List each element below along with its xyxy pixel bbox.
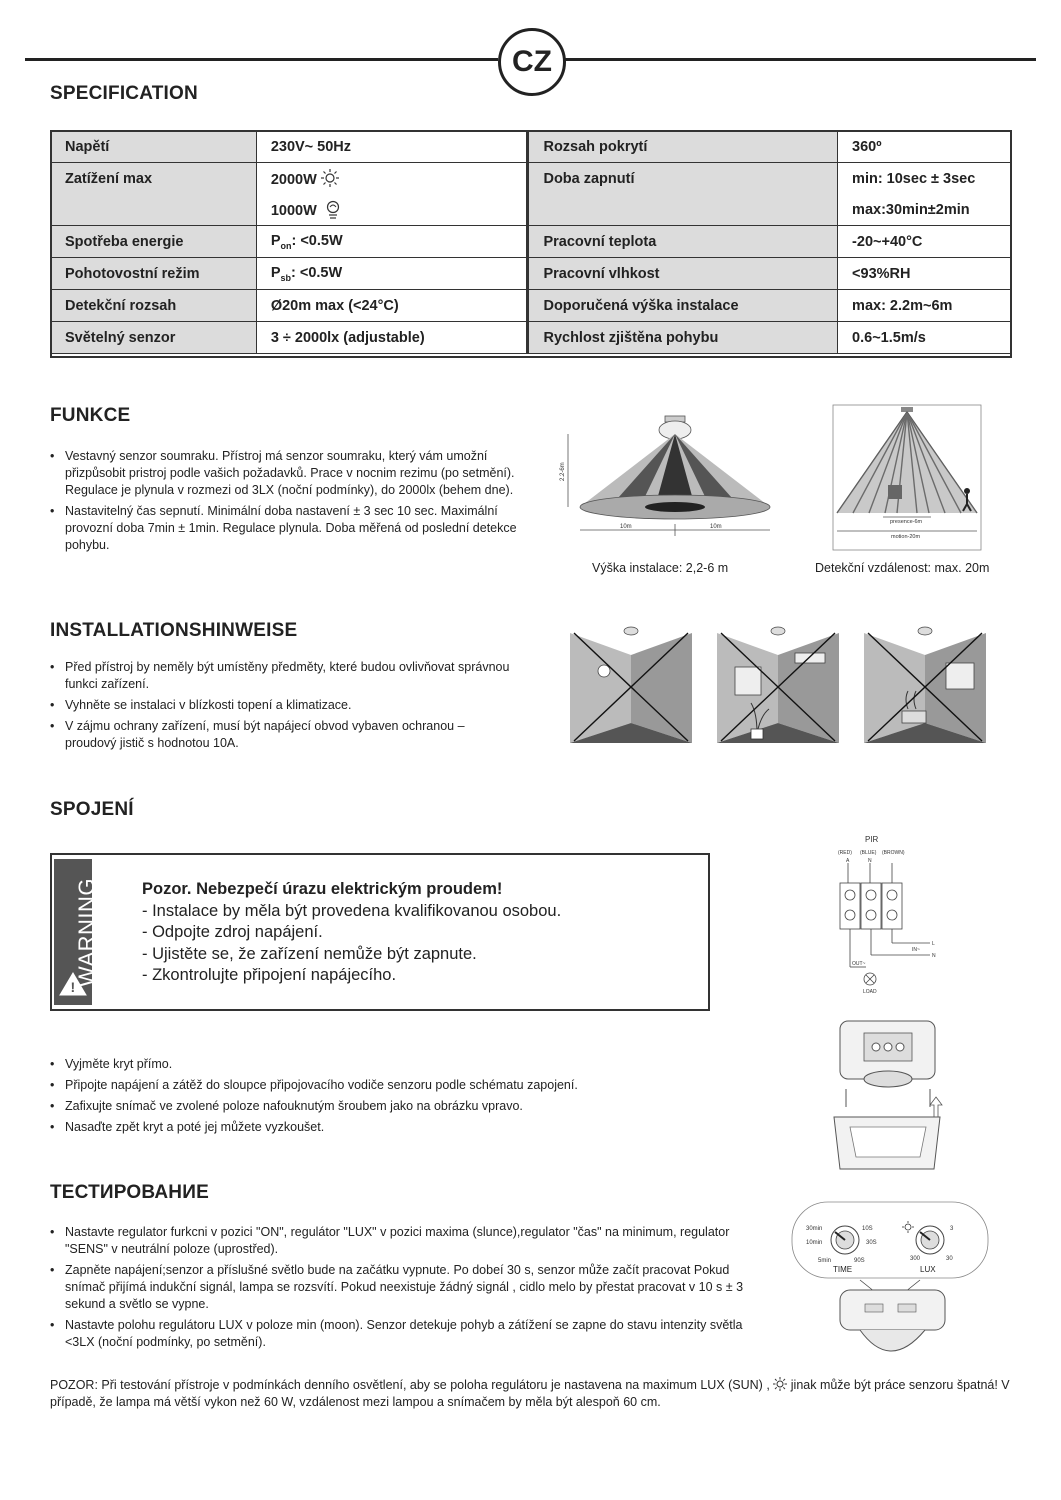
spec-value: max:30min±2min <box>838 194 1012 226</box>
specification-title: SPECIFICATION <box>50 83 198 104</box>
testing-list <box>50 1224 755 1355</box>
spec-value: : <0.5W <box>291 264 343 281</box>
wire-in-label: IN~ <box>912 947 920 953</box>
table-row <box>51 322 1012 354</box>
installation-title: INSTALLATIONSHINWEISE <box>50 620 298 641</box>
spec-label: Zatížení max <box>51 163 257 226</box>
wire-blue-label: (BLUE) <box>860 850 877 856</box>
wire-brown-label: (BROWN) <box>882 850 905 856</box>
warning-line: - Instalace by měla být provedena kvalifikovanou osobou. <box>142 901 562 920</box>
diagram-right-distance: 10m <box>710 524 722 530</box>
spec-label: Rozsah pokrytí <box>528 131 838 163</box>
spec-value-prefix: P <box>270 232 281 249</box>
wire-red-label: (RED) <box>838 850 852 856</box>
avoid-airflow-illustration <box>717 625 839 743</box>
avoid-heater-illustration <box>864 625 986 743</box>
lux-dial-label: LUX <box>920 1265 936 1274</box>
language-code: CZ <box>512 45 552 78</box>
spec-value: 2000W <box>270 172 317 188</box>
spec-label: Doporučená výška instalace <box>528 290 838 322</box>
header-rule-left <box>25 58 498 61</box>
list-item: • Zafixujte snímač ve zvolené poloze nafouknutým šroubem jako na obrázku vpravo. <box>50 1098 670 1115</box>
warning-line: - Ujistěte se, že zařízení nemůže být zapnute. <box>142 944 477 963</box>
time-dial-label: TIME <box>833 1265 853 1274</box>
spec-label: Pohotovostní režim <box>51 258 257 290</box>
diagram-height-label: 2.2-6m <box>560 462 566 481</box>
lux-30: 30 <box>946 1256 953 1262</box>
warning-text <box>142 879 561 987</box>
sensor-assembly-illustration <box>830 1017 945 1177</box>
diagram-left-distance: 10m <box>620 524 632 530</box>
time-90s: 90S <box>854 1258 865 1264</box>
table-row <box>51 226 1012 258</box>
terminal-n-label: N <box>868 858 872 864</box>
warning-label: WARNING <box>74 877 99 987</box>
spec-value-power <box>256 226 528 258</box>
list-item: • Připojte napájení a zátěž do sloupce připojovacího vodiče senzoru podle schématu zapojení. <box>50 1077 670 1094</box>
lux-300: 300 <box>910 1256 921 1262</box>
diagram-motion-label: motion-20m <box>891 534 921 540</box>
detection-range-diagram <box>833 405 981 550</box>
list-item: • Nasaďte zpět kryt a poté jej můžete vyzkoušet. <box>50 1119 670 1136</box>
spec-value: Ø20m max (<24°C) <box>256 290 528 322</box>
list-item: • Zapněte napájení;senzor a příslušné světlo bude na začátku vypnute. Po dobeí 30 s, senzor může začít pracovat Pokud snímač přijímá indukční signál, lampa se rozsvítí. Pokud neexistuje žádný signál , cidlo melo by přestat pracovat v 10 s ± 3 sekund a světlo se vypne. <box>50 1262 755 1313</box>
warning-headline: Pozor. Nebezpečí úrazu elektrickým proudem! <box>142 880 503 898</box>
installation-height-diagram <box>560 412 760 547</box>
spec-value-standby <box>256 258 528 290</box>
language-badge <box>498 28 566 96</box>
spec-value: 1000W <box>270 202 317 219</box>
warning-side-label <box>54 859 99 1005</box>
wiring-diagram <box>830 833 940 998</box>
spec-label: Napětí <box>51 131 257 163</box>
led-lamp-icon <box>325 200 341 220</box>
spec-label: Světelný senzor <box>51 322 257 354</box>
spec-value: max: 2.2m~6m <box>838 290 1012 322</box>
spec-label: Spotřeba energie <box>51 226 257 258</box>
wire-out-label: OUT~ <box>852 961 866 967</box>
spec-value: 0.6~1.5m/s <box>838 322 1012 354</box>
spec-value: -20~+40°C <box>838 226 1012 258</box>
time-10min: 10min <box>806 1240 823 1246</box>
testing-note <box>50 1377 1020 1411</box>
list-item: • Vestavný senzor soumraku. Přístroj má senzor soumraku, který vám umožní přizpůsobit pristroj podle vašich požadavků. Prace v nocnim rezimu (po setmění). Regulace je plynula v rozmezi od 3LX (noční podmínky), do 2000lx (behem dne). <box>50 448 528 499</box>
note-text-before: POZOR: Při testování přístroje v podmínkách denního osvětlení, aby se poloha regulátoru je nastavena na maximum LUX (SUN) , <box>50 1378 770 1392</box>
warning-triangle-icon <box>59 971 87 997</box>
avoid-light-source-illustration <box>570 625 692 743</box>
svg-text:!: ! <box>70 979 76 995</box>
sun-icon <box>773 1377 787 1391</box>
wiring-title: PIR <box>865 835 879 844</box>
list-item: • V zájmu ochrany zařízení, musí být napájecí obvod vybaven ochranou – proudový jistič s hodnotou 10A. <box>50 718 510 752</box>
header-rule-right <box>563 58 1036 61</box>
spec-value-load-led <box>256 194 528 226</box>
table-row <box>51 258 1012 290</box>
time-30s: 30S <box>866 1240 877 1246</box>
time-30min: 30min <box>806 1226 823 1232</box>
caption-detection-distance: Detekční vzdálenost: max. 20m <box>815 561 990 575</box>
time-10s: 10S <box>862 1226 873 1232</box>
caption-installation-height: Výška instalace: 2,2-6 m <box>592 561 729 575</box>
list-item: • Nastavte polohu regulátoru LUX v poloze min (moon). Senzor detekuje pohyb a zátížení se zapne do stavu intenzity světla <3LX (noční podmínky, po setmění). <box>50 1317 755 1351</box>
list-item: • Před přístroj by neměly být umístěny předměty, které budou ovlivňovat správnou funkci zařízení. <box>50 659 510 693</box>
warning-box <box>50 853 710 1011</box>
spec-label: Doba zapnutí <box>528 163 838 226</box>
wire-n-label: N <box>932 953 936 959</box>
sensor-dials-illustration <box>790 1200 990 1370</box>
spec-value-load-bulb <box>256 163 528 195</box>
spec-label: Pracovní teplota <box>528 226 838 258</box>
wire-load-label: LOAD <box>863 989 877 995</box>
list-item: • Nastavte regulator furkcni v pozici "ON", regulátor "LUX" v pozici maxima (slunce),regulator "čas" na minimum, regulator "SENS" v neutrální poloze (uprostřed). <box>50 1224 755 1258</box>
lux-3: 3 <box>950 1226 954 1232</box>
terminal-a-label: A <box>846 858 850 864</box>
spec-value-sub: on <box>280 240 292 251</box>
spec-value-sub: sb <box>280 272 291 283</box>
sun-bulb-icon <box>321 169 339 187</box>
table-row <box>51 131 1012 163</box>
warning-line: - Odpojte zdroj napájení. <box>142 923 323 941</box>
installation-list <box>50 659 510 756</box>
spojeni-list <box>50 1056 670 1140</box>
spec-table <box>50 130 1012 354</box>
time-5min: 5min <box>818 1258 832 1264</box>
spec-label: Rychlost zjištěna pohybu <box>528 322 838 354</box>
spec-value-prefix: P <box>270 264 281 281</box>
funkce-list <box>50 448 528 558</box>
spojeni-title: SPOJENÍ <box>50 799 134 820</box>
table-row <box>51 163 1012 195</box>
spec-label: Pracovní vlhkost <box>528 258 838 290</box>
spec-value: min: 10sec ± 3sec <box>838 163 1012 195</box>
spec-label: Detekční rozsah <box>51 290 257 322</box>
spec-value: <93%RH <box>838 258 1012 290</box>
list-item: • Vyhněte se instalaci v blízkosti topení a klimatizace. <box>50 697 510 714</box>
spec-value: : <0.5W <box>291 232 343 249</box>
list-item: • Vyjměte kryt přímo. <box>50 1056 670 1073</box>
spec-value: 230V~ 50Hz <box>256 131 528 163</box>
list-item: • Nastavitelný čas sepnutí. Minimální doba nastavení ± 3 sec 10 sec. Maximální provozní doba 7min ± 1min. Regulace plynula. Doba měřená od poslední detekce pohybu. <box>50 503 528 554</box>
testing-title: ТЕСТИРОВАНИЕ <box>50 1182 209 1203</box>
funkce-title: FUNKCE <box>50 405 131 426</box>
wire-l-label: L <box>932 941 935 947</box>
warning-line: - Zkontrolujte připojení napájecího. <box>142 966 397 984</box>
table-row <box>51 290 1012 322</box>
diagram-presence-label: presence-6m <box>890 519 923 525</box>
spec-value: 360º <box>838 131 1012 163</box>
note-text-after: jinak může být práce senzoru špatná! V případě, že lampa má větší vykon než 60 W, vzdálenost mezi lampou a snímačem by měla být alespoň 60 cm. <box>50 1378 1010 1409</box>
spec-value: 3 ÷ 2000lx (adjustable) <box>256 322 528 354</box>
